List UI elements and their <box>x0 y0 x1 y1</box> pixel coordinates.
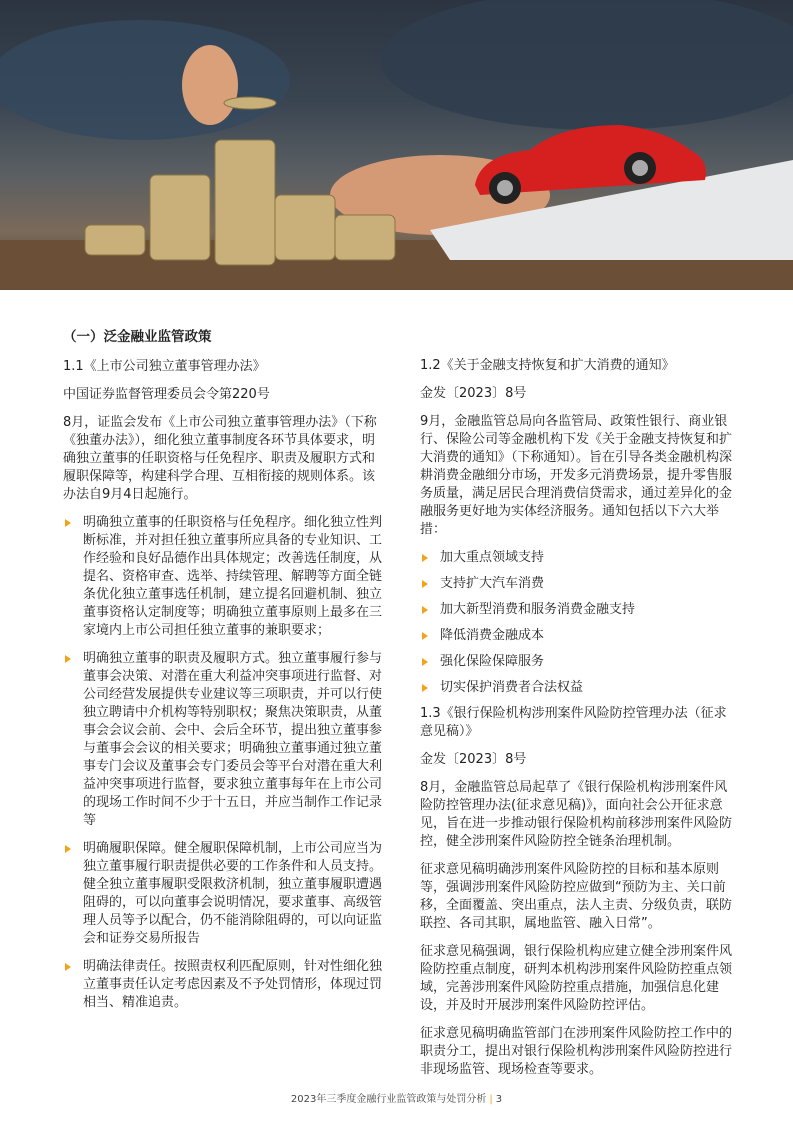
item3-issuer: 金发〔2023〕8号 <box>420 752 527 767</box>
page-number: 3 <box>495 1094 503 1105</box>
measure-item: 支持扩大汽车消费 <box>420 575 732 593</box>
item1-issuer: 中国证券监督管理委员会令第220号 <box>63 387 270 402</box>
coins-and-car-illustration <box>0 0 793 290</box>
measure-item: 切实保护消费者合法权益 <box>420 679 732 697</box>
item1-intro: 8月，证监会发布《上市公司独立董事管理办法》（下称《独董办法》），细化独立董事制度各环节具体要求，明确独立董事的任职资格与任免程序、职责及履职方式和履职保障等，构建科学合理、互相衔接的规则体系。该办法自9月4日起施行。 <box>63 415 377 502</box>
item3-paragraph: 征求意见稿强调，银行保险机构应建立健全涉刑案件风险防控重点制度，研判本机构涉刑案件风险防控重点领域，完善涉刑案件风险防控重点措施，加强信息化建设，并及时开展涉刑案件风险防控评估。 <box>420 944 733 1013</box>
item2-issuer: 金发〔2023〕8号 <box>420 386 527 401</box>
bullet-item: 明确法律责任。按照责权利匹配原则，针对性细化独立董事责任认定考虑因素及不予处罚情形，体现过罚相当、精准追责。 <box>63 958 385 1012</box>
footer-title: 2023年三季度金融行业监管政策与处罚分析 <box>290 1094 487 1105</box>
item3-title: 1.3《银行保险机构涉刑案件风险防控管理办法（征求意见稿）》 <box>420 706 727 739</box>
item2-title: 1.2《关于金融支持恢复和扩大消费的通知》 <box>420 358 675 373</box>
left-column <box>63 328 385 1022</box>
measure-item: 加大新型消费和服务消费金融支持 <box>420 601 732 619</box>
right-column <box>420 357 732 1089</box>
section-title: （一）泛金融业监管政策 <box>63 329 212 345</box>
measure-item: 降低消费金融成本 <box>420 627 732 645</box>
item3-paragraph: 8月，金融监管总局起草了《银行保险机构涉刑案件风险防控管理办法(征求意见稿)》，面向社会公开征求意见，旨在进一步推动银行保险机构前移涉刑案件风险防控，健全涉刑案件风险防控全链条治理机制。 <box>420 780 733 849</box>
item3-paragraph: 征求意见稿明确涉刑案件风险防控的目标和基本原则等，强调涉刑案件风险防控应做到“预防为主、关口前移，全面覆盖、突出重点，法人主责、分级负责，联防联控、各司其职，属地监管、融入日常”。 <box>420 862 733 931</box>
item1-title: 1.1《上市公司独立董事管理办法》 <box>63 359 266 374</box>
bullet-item: 明确履职保障。健全履职保障机制，上市公司应当为独立董事履行职责提供必要的工作条件和人员支持。健全独立董事履职受限救济机制，独立董事履职遭遇阻碍的，可以向董事会说明情况，要求董事、高级管理人员等予以配合，仍不能消除阻碍的，可以向证监会和证券交易所报告 <box>63 840 385 948</box>
measure-item: 加大重点领域支持 <box>420 549 732 567</box>
page-footer <box>0 1090 793 1105</box>
item2-intro: 9月，金融监管总局向各监管局、政策性银行、商业银行、保险公司等金融机构下发《关于金融支持恢复和扩大消费的通知》（下称通知）。旨在引导各类金融机构深耕消费金融细分市场，开发多元消费场景，提升零售服务质量，满足居民合理消费信贷需求，通过差异化的金融服务更好地为实体经济服务。通知包括以下六大举措： <box>420 414 733 537</box>
bullet-item: 明确独立董事的任职资格与任免程序。细化独立性判断标准，并对担任独立董事所应具备的专业知识、工作经验和良好品德作出具体规定；改善选任制度，从提名、资格审查、选举、持续管理、解聘等方面全链条优化独立董事选任机制，建立提名回避机制、独立董事资格认定制度等；明确独立董事原则上最多在三家境内上市公司担任独立董事的兼职要求； <box>63 514 385 640</box>
hero-image <box>0 0 793 290</box>
bullet-item: 明确独立董事的职责及履职方式。独立董事履行参与董事会决策、对潜在重大利益冲突事项进行监督、对公司经营发展提供专业建议等三项职责，并可以行使独立聘请中介机构等特别职权；聚焦决策职责，从董事会会议会前、会中、会后全环节，提出独立董事参与董事会会议的相关要求；明确独立董事通过独立董事专门会议及董事会专门委员会等平台对潜在重大利益冲突事项进行监督，要求独立董事每年在上市公司的现场工作时间不少于十五日，并应当制作工作记录等 <box>63 650 385 830</box>
footer-separator: | <box>489 1094 493 1105</box>
item3-paragraph: 征求意见稿明确监管部门在涉刑案件风险防控工作中的职责分工，提出对银行保险机构涉刑案件风险防控进行非现场监管、现场检查等要求。 <box>420 1026 733 1077</box>
measure-item: 强化保险保障服务 <box>420 653 732 671</box>
